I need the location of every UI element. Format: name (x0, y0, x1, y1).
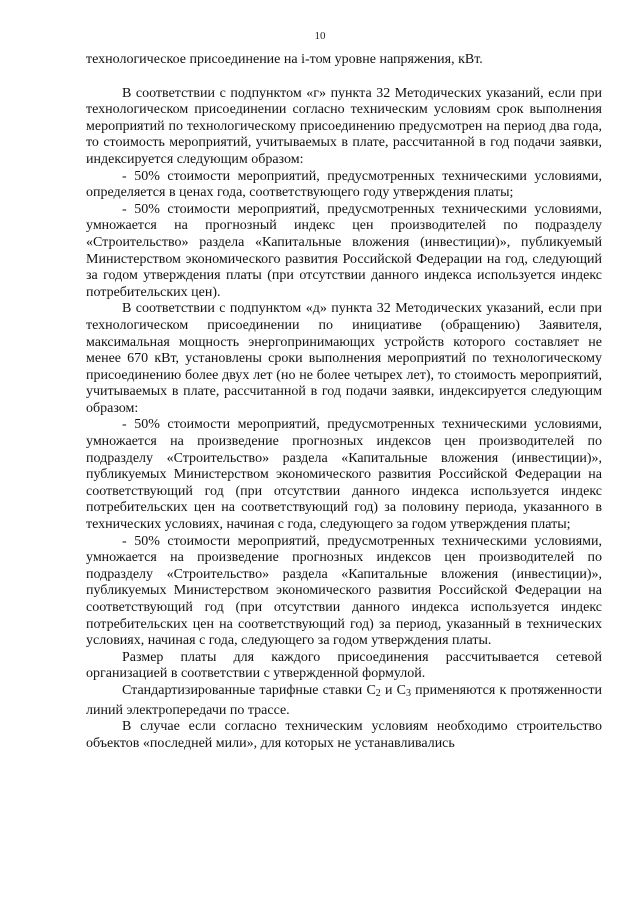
paragraph-tariff-rates (86, 683, 602, 719)
paragraph-subpoint-g: В соответствии с подпунктом «г» пункта 32 Методических указаний, если при технологическом присоединении согласно техническим условиям срок выполнения мероприятий по технологическому присоединению предусмотрен на период два года, то стоимость мероприятий, учитываемых в плате, рассчитанной в год подачи заявки, индексируется следующим образом: (86, 85, 602, 167)
page-number: 10 (314, 30, 326, 42)
tariff-text-before: Стандартизированные тарифные ставки С (122, 682, 376, 698)
document-body (86, 52, 602, 752)
list-item-forecast-index: - 50% стоимости мероприятий, предусмотренных техническими условиями, умножается на прогнозный индекс цен производителей по подразделу «Строительство» раздела «Капитальные вложения (инвестиции)», публикуемый Министерством экономического развития Российской Федерации на год, следующий за годом утверждения платы (при отсутствии данного индекса используется индекс потребительских цен). (86, 201, 602, 300)
paragraph-fee-size: Размер платы для каждого присоединения рассчитывается сетевой организацией в соответствии с утвержденной формулой. (86, 649, 602, 682)
subscript-2: 2 (375, 687, 381, 699)
subscript-3: 3 (405, 687, 411, 699)
list-item-half-period: - 50% стоимости мероприятий, предусмотренных техническими условиями, умножается на произведение прогнозных индексов цен производителей по подразделу «Строительство» раздела «Капитальные вложения (инвестиции)», публикуемых Министерством экономического развития Российской Федерации на соответствующий год (при отсутствии данного индекса используется индекс потребительских цен на соответствующий год) за половину периода, указанного в технических условиях, начиная с года, следующего за годом утверждения платы; (86, 417, 602, 533)
paragraph-continuation: технологическое присоединение на i-том уровне напряжения, кВт. (86, 52, 483, 67)
tariff-text-middle: и С (380, 682, 406, 698)
paragraph-last-mile: В случае если согласно техническим условиям необходимо строительство объектов «последней мили», для которых не устанавливались (86, 719, 602, 751)
list-item-price-year: - 50% стоимости мероприятий, предусмотренных техническими условиями, определяется в ценах года, соответствующего году утверждения платы; (86, 168, 602, 201)
list-item-full-period: - 50% стоимости мероприятий, предусмотренных техническими условиями, умножается на произведение прогнозных индексов цен производителей по подразделу «Строительство» раздела «Капитальные вложения (инвестиции)», публикуемых Министерством экономического развития Российской Федерации на соответствующий год (при отсутствии данного индекса используется индекс потребительских цен на соответствующий год) за период, указанный в технических условиях, начиная с года, следующего за годом утверждения платы. (86, 533, 602, 649)
tariff-text-after: применяются к протяженности линий электропередачи по трассе. (86, 682, 602, 718)
paragraph-subpoint-d: В соответствии с подпунктом «д» пункта 32 Методических указаний, если при технологическом присоединении по инициативе (обращению) Заявителя, максимальная мощность энергопринимающих устройств которого составляет не менее 670 кВт, установлены сроки выполнения мероприятий по технологическому присоединению более двух лет (но не более четырех лет), то стоимость мероприятий, учитываемых в плате, рассчитанной в год подачи заявки, индексируется следующим образом: (86, 301, 602, 416)
